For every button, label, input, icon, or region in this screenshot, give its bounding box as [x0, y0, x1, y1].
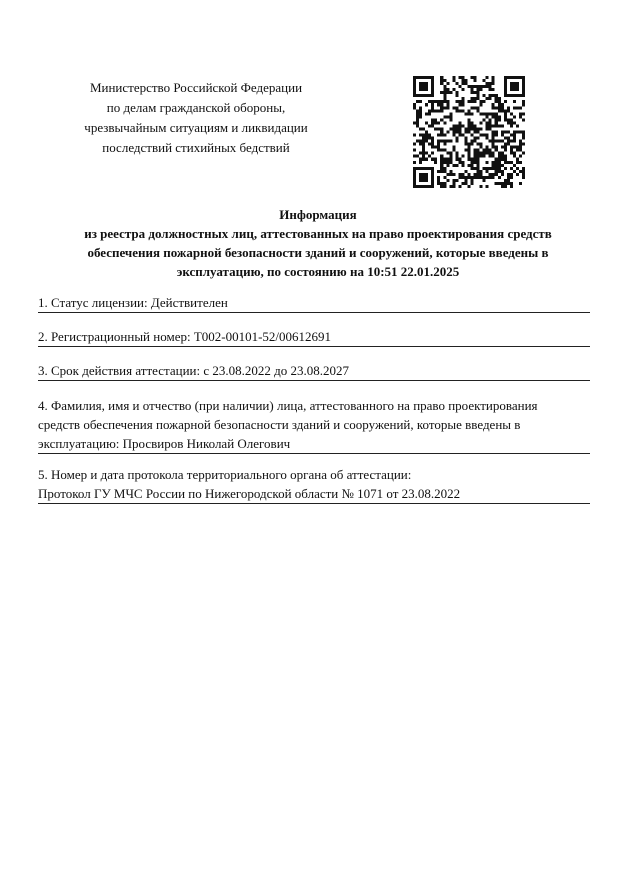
title-line: из реестра должностных лиц, аттестованных на право проектирования средств [84, 226, 552, 241]
field-line: эксплуатацию: Просвиров Николай Олегович [38, 436, 291, 451]
field-line: 5. Номер и дата протокола территориального органа об аттестации: [38, 467, 412, 482]
field-full-name [38, 396, 590, 454]
ministry-header [62, 78, 330, 158]
ministry-line: Министерство Российской Федерации [89, 80, 303, 95]
field-line: 2. Регистрационный номер: Т002-00101-52/00612691 [38, 329, 332, 344]
field-line: 4. Фамилия, имя и отчество (при наличии) лица, аттестованного на право проектирования [38, 398, 538, 413]
field-line: 3. Срок действия аттестации: с 23.08.2022 до 23.08.2027 [38, 363, 349, 378]
field-validity-period [38, 361, 590, 381]
field-line: Протокол ГУ МЧС России по Нижегородской области № 1071 от 23.08.2022 [38, 486, 461, 501]
field-registration-number [38, 327, 590, 347]
field-protocol [38, 465, 590, 504]
document-title [36, 205, 600, 281]
field-license-status [38, 293, 590, 313]
ministry-line: чрезвычайным ситуациям и ликвидации [84, 120, 308, 135]
qr-modules [413, 76, 525, 188]
ministry-line: последствий стихийных бедствий [102, 140, 290, 155]
field-line: 1. Статус лицензии: Действителен [38, 295, 228, 310]
ministry-line: по делам гражданской обороны, [106, 100, 286, 115]
title-line: эксплуатацию, по состоянию на 10:51 22.01.2025 [176, 264, 460, 279]
qr-code-icon [413, 76, 525, 188]
title-line: обеспечения пожарной безопасности зданий и сооружений, которые введены в [87, 245, 549, 260]
field-line: средств обеспечения пожарной безопасности зданий и сооружений, которые введены в [38, 417, 521, 432]
title-line: Информация [279, 207, 357, 222]
